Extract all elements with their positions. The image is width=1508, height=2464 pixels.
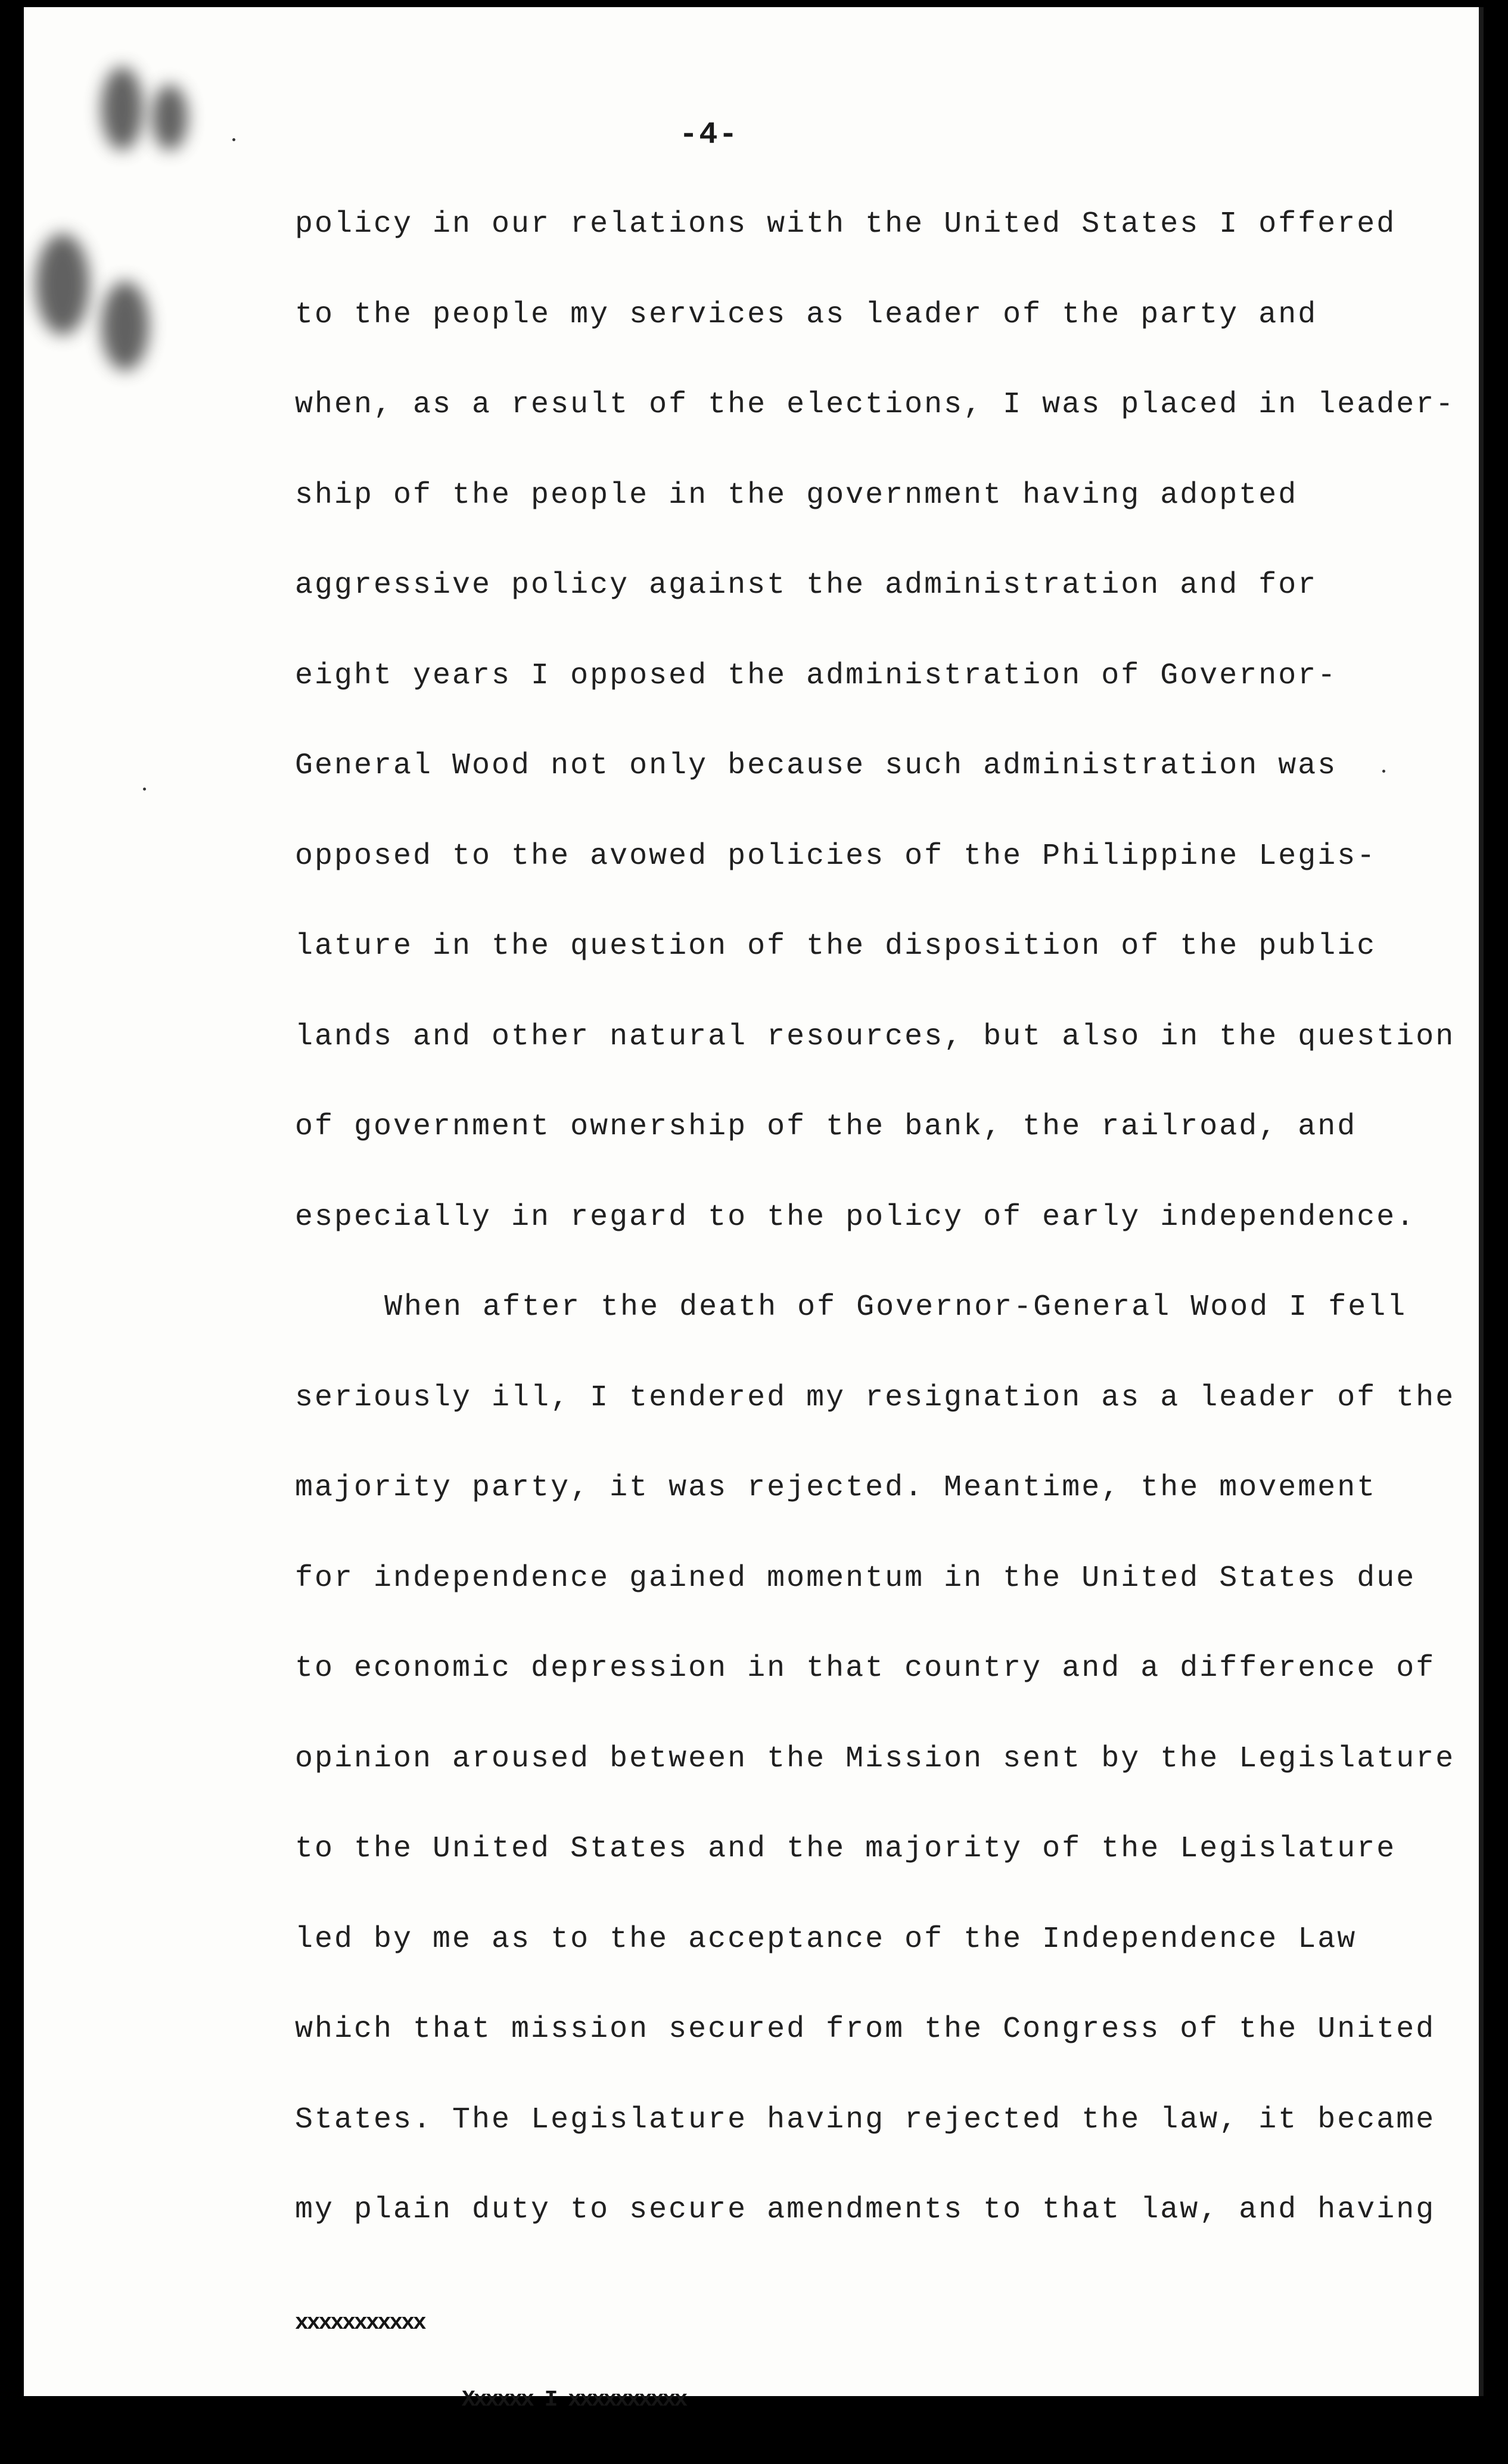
text-line: opposed to the avowed policies of the Philippine Legis- [295, 839, 1377, 873]
page-edge [1479, 7, 1484, 2396]
paper-speck [143, 788, 146, 791]
text-line: my plain duty to secure amendments to that law, and having [295, 2193, 1436, 2227]
text-line: when, as a result of the elections, I was placed in leader- [295, 388, 1456, 422]
text-line: States. The Legislature having rejected the law, it became [295, 2102, 1436, 2137]
text-line: eight years I opposed the administration of Governor- [295, 658, 1338, 693]
text-line: General Wood not only because such administration was [295, 749, 1338, 783]
struck-out-text [295, 2259, 686, 2464]
text-line: aggressive policy against the administration and for [295, 568, 1318, 602]
text-line: to economic depression in that country and a difference of [295, 1651, 1436, 1685]
text-line: to the people my services as leader of the party and [295, 297, 1318, 332]
text-line: policy in our relations with the United States I offered [295, 207, 1397, 241]
text-line: for independence gained momentum in the United States due [295, 1561, 1416, 1595]
text-line: led by me as to the acceptance of the Independence Law [295, 1922, 1357, 1956]
text-line: to the United States and the majority of the Legislature [295, 1832, 1397, 1866]
ink-smudge [152, 85, 188, 150]
text-line: majority party, it was rejected. Meantime, the movement [295, 1471, 1377, 1505]
text-line: of government ownership of the bank, the railroad, and [295, 1110, 1357, 1144]
text-line: ship of the people in the government having adopted [295, 478, 1298, 512]
struck-out-line: xxxxxxxxxxx [295, 2310, 425, 2336]
ink-smudge [101, 67, 143, 150]
text-line: lands and other natural resources, but also in the question [295, 1019, 1456, 1054]
ink-smudge [101, 281, 149, 371]
document-page [24, 7, 1484, 2413]
text-line: which that mission secured from the Congress of the United [295, 2012, 1436, 2046]
text-line: When after the death of Governor-General Wood I fell [384, 1290, 1407, 1324]
body-text [295, 207, 1456, 2283]
struck-out-line: Xxxxxx I xxxxxxxxxx [462, 2387, 686, 2413]
text-line: especially in regard to the policy of early independence. [295, 1200, 1416, 1234]
paper-speck [232, 138, 235, 141]
text-line: opinion aroused between the Mission sent by the Legislature [295, 1741, 1456, 1776]
ink-smudge [36, 234, 89, 335]
text-line: seriously ill, I tendered my resignation as a leader of the [295, 1380, 1456, 1415]
page-number: -4- [679, 117, 739, 153]
text-line: lature in the question of the disposition of the public [295, 929, 1377, 963]
